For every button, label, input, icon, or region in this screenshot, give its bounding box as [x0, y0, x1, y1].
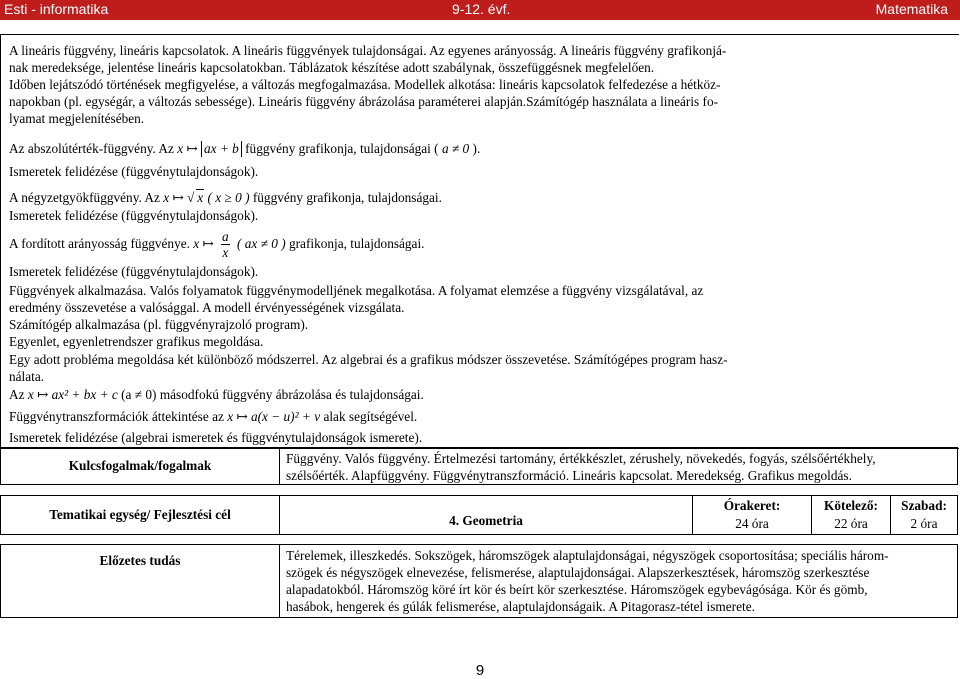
szabad-value: 2 óra: [910, 516, 938, 531]
ismeretek-line: Ismeretek felidézése (függvénytulajdonságok).: [9, 264, 259, 279]
body-line: A lineáris függvény, lineáris kapcsolatok. A lineáris függvények tulajdonságai. Az egyenes arányosság. A lineáris függvény grafikonjá-: [9, 43, 727, 58]
elozetes-line: szögek és négyszögek elnevezése, felismerése, alaptulajdonságai. Alapszerkesztések, háromszög szerkesztése: [286, 565, 870, 580]
kulcsfogalmak-label-cell: [0, 447, 280, 485]
elozetes-label: Előzetes tudás: [99, 553, 181, 568]
body-line: eredmény összevetése a valósággal. A modell érvényességének vizsgálata.: [9, 300, 405, 315]
quadratic-line: Az x ↦ ax² + bx + c (a ≠ 0) másodfokú függvény ábrázolása és tulajdonságai.: [9, 387, 424, 402]
header-left: Esti - informatika: [4, 1, 109, 17]
transform-line: Függvénytranszformációk áttekintése az x ↦ a(x − u)² + v alak segítségével.: [9, 409, 418, 424]
kulcsfogalmak-line: szélsőérték. Alapfüggvény. Függvénytranszformáció. Lineáris kapcsolat. Meredekség. Grafikus megoldás.: [286, 468, 852, 483]
tematikai-label-cell: [0, 495, 280, 535]
orakeret-label: Órakeret:: [723, 498, 781, 513]
elozetes-line: alapadatokból. Háromszög köré írt kör és beírt kör szerkesztése. Háromszögek egybevágósága. Kör és gömb,: [286, 582, 868, 597]
header-right: Matematika: [875, 1, 948, 17]
sqrt-icon: √: [186, 190, 195, 205]
body-line: Számítógép alkalmazása (pl. függvényrajzoló program).: [9, 317, 309, 332]
kotelezo-cell: [811, 495, 891, 535]
body-line: Időben lejátszódó történések megfigyelése, a változás megfogalmazása. Modellek alkotása: lineáris kapcsolatok felfedezése a hétköz-: [9, 77, 721, 92]
elozetes-line: hasábok, hengerek és gúlák felismerése, alaptulajdonságaik. A Pitagorasz-tétel ismerete.: [286, 599, 755, 614]
fraction: $\frac{a}{x}$: [222, 229, 229, 261]
ismeretek-line: Ismeretek felidézése (függvénytulajdonságok).: [9, 208, 259, 223]
ismeretek-line: Ismeretek felidézése (függvénytulajdonságok).: [9, 164, 259, 179]
elozetes-label-cell: [0, 544, 280, 618]
elozetes-line: Térelemek, illeszkedés. Sokszögek, háromszögek alaptulajdonságai, négyszögek csoportosítása; speciális három-: [286, 548, 889, 563]
szabad-cell: [890, 495, 958, 535]
kulcsfogalmak-label: Kulcsfogalmak/fogalmak: [68, 458, 212, 473]
header-bar: [0, 0, 960, 20]
kulcsfogalmak-content-cell: [279, 447, 958, 485]
page-number: 9: [475, 662, 485, 679]
body-line: Egy adott probléma megoldása két különböző módszerrel. Az algebrai és a grafikus módszer összevetése. Számítógépes program hasz-: [9, 352, 728, 367]
body-line: lyamat megjelenítésében.: [9, 111, 145, 126]
body-line: Függvények alkalmazása. Valós folyamatok függvénymodelljének megalkotása. A folyamat elemzése a függvény vizsgálatával, az: [9, 283, 704, 298]
szabad-label: Szabad:: [901, 498, 947, 513]
kotelezo-value: 22 óra: [834, 516, 868, 531]
recip-function-line: A fordított arányosság függvénye. x ↦ $\frac{a}{x}$ ( ax ≠ 0 ) grafikonja, tulajdonságai.: [9, 229, 425, 261]
unit-title-cell: [279, 495, 693, 535]
ismeretek-line: Ismeretek felidézése (algebrai ismeretek és függvénytulajdonságok ismerete).: [9, 430, 423, 445]
unit-title: 4. Geometria: [449, 513, 523, 528]
body-line: napokban (pl. egységár, a változás sebessége). Lineáris függvény ábrázolása paraméterei alapján.Számítógép használata a lineáris fo-: [9, 94, 719, 109]
abs-function-line: Az abszolútérték-függvény. Az x ↦ ax + b függvény grafikonja, tulajdonságai ( a ≠ 0 ).: [9, 141, 481, 156]
body-line: nak meredeksége, jelentése lineáris kapcsolatokban. Táblázatok készítése adott szabálynak, összefüggésnek megfelelően.: [9, 60, 655, 75]
body-line: nálata.: [9, 369, 45, 384]
orakeret-cell: [692, 495, 812, 535]
abs-expression: ax + b: [201, 141, 242, 157]
tematikai-label: Tematikai egység/ Fejlesztési cél: [49, 507, 231, 522]
curriculum-table: [0, 447, 958, 618]
header-center: 9-12. évf.: [452, 1, 511, 17]
body-line: Egyenlet, egyenletrendszer grafikus megoldása.: [9, 334, 264, 349]
kulcsfogalmak-line: Függvény. Valós függvény. Értelmezési tartomány, értékkészlet, zérushely, növekedés, fogyás, szélsőértékhely,: [286, 451, 876, 466]
content-box: [0, 34, 959, 449]
orakeret-value: 24 óra: [735, 516, 769, 531]
kotelezo-label: Kötelező:: [824, 498, 878, 513]
sqrt-function-line: A négyzetgyökfüggvény. Az x ↦ √ x ( x ≥ 0 ) függvény grafikonja, tulajdonságai.: [9, 190, 442, 205]
elozetes-content-cell: [279, 544, 958, 618]
